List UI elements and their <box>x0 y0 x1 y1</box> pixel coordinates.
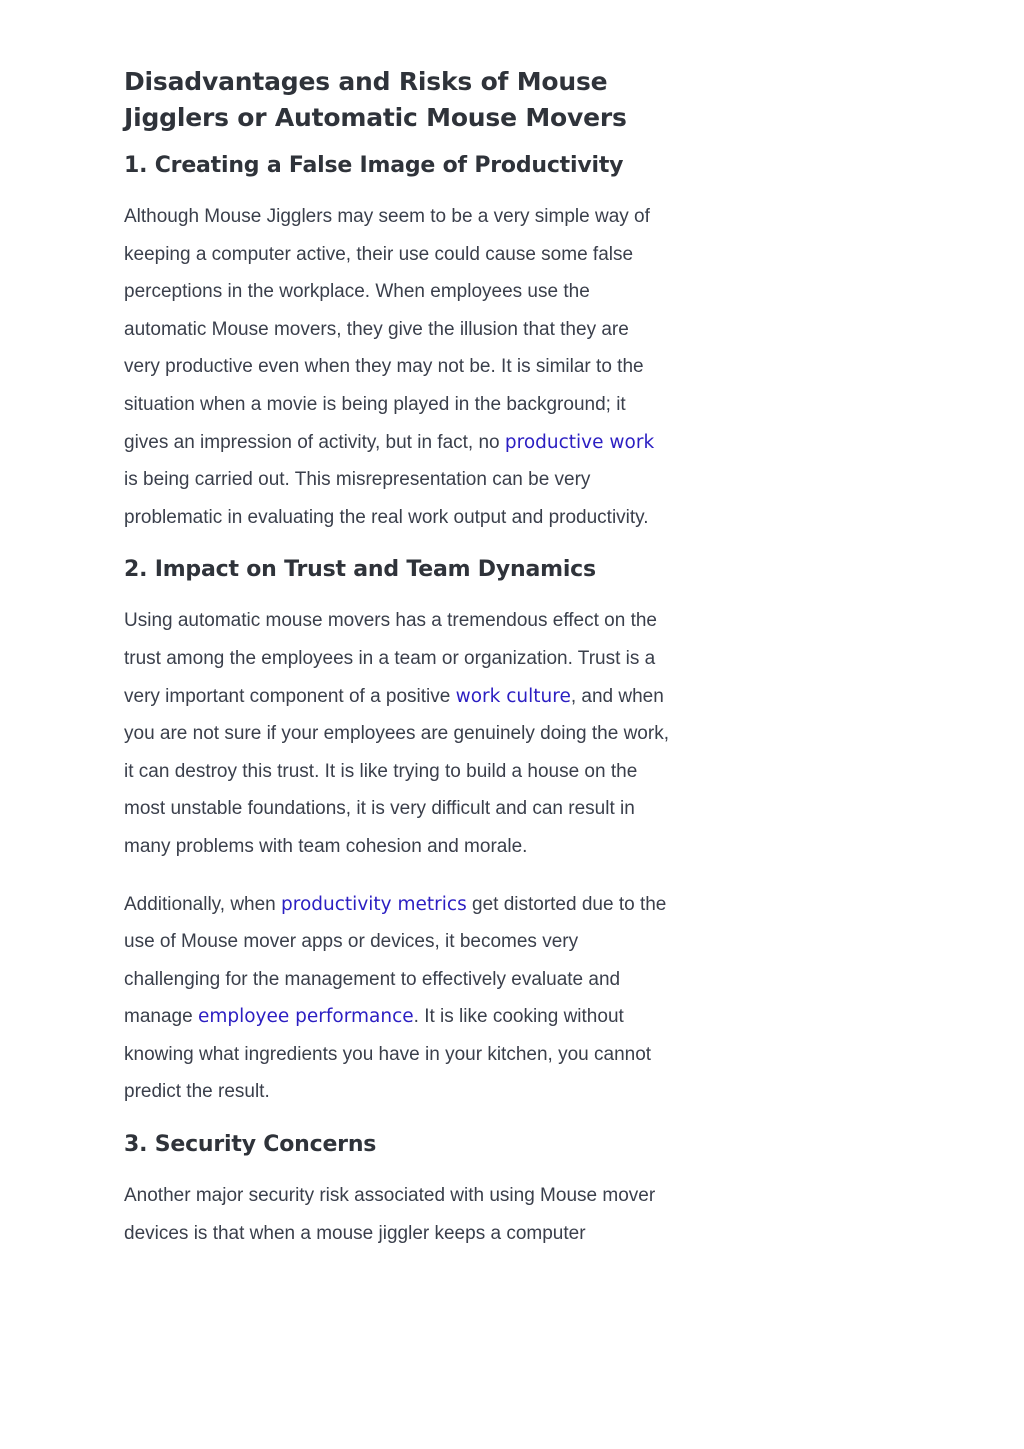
paragraph-security <box>124 1177 669 1252</box>
section-heading-false-image: 1. Creating a False Image of Productivity <box>124 153 624 178</box>
productivity-metrics-link[interactable]: productivity metrics <box>281 893 467 915</box>
paragraph-text: Additionally, when <box>124 893 282 915</box>
section-heading-trust: 2. Impact on Trust and Team Dynamics <box>124 557 596 583</box>
paragraph-text: Although Mouse Jigglers may seem to be a very simple way of keeping a computer active, their use could cause some false perceptions in the workplace. When employees use the automatic Mouse movers, they give the illusion that they are very productive even when they may not be. It is similar to the situation when a movie is being played in the background; it gives an impression of activity, but in fact, no <box>124 206 650 453</box>
work-culture-link[interactable]: work culture <box>455 685 571 707</box>
section-heading-security: 3. Security Concerns <box>124 1132 377 1158</box>
productive-work-link[interactable]: productive work <box>504 431 655 453</box>
paragraph-text: Using automatic mouse movers has a tremendous effect on the trust among the employees in a team or organization. Trust is a very important component of a positive <box>124 610 657 707</box>
paragraph-false-image <box>124 198 669 536</box>
employee-performance-link[interactable]: employee performance <box>197 1006 414 1028</box>
paragraph-text: is being carried out. This misrepresentation can be very problematic in evaluating the real work output and productivity. <box>124 469 649 528</box>
paragraph-text: , and when you are not sure if your employees are genuinely doing the work, it can destroy this trust. It is like trying to build a house on the most unstable foundations, it is very difficult and can result in many problems with team cohesion and morale. <box>124 685 669 857</box>
paragraph-trust <box>124 602 669 865</box>
article <box>124 64 669 1270</box>
paragraph-text: get distorted due to the use of Mouse mover apps or devices, it becomes very challenging for the management to effectively evaluate and manage <box>124 893 667 1028</box>
paragraph-text: . It is like cooking without knowing what ingredients you have in your kitchen, you cannot predict the result. <box>124 1006 652 1103</box>
paragraph-metrics <box>124 886 669 1112</box>
article-title: Disadvantages and Risks of Mouse Jigglers or Automatic Mouse Movers <box>124 67 627 132</box>
paragraph-text: Another major security risk associated with using Mouse mover devices is that when a mouse jiggler keeps a computer <box>124 1185 656 1244</box>
